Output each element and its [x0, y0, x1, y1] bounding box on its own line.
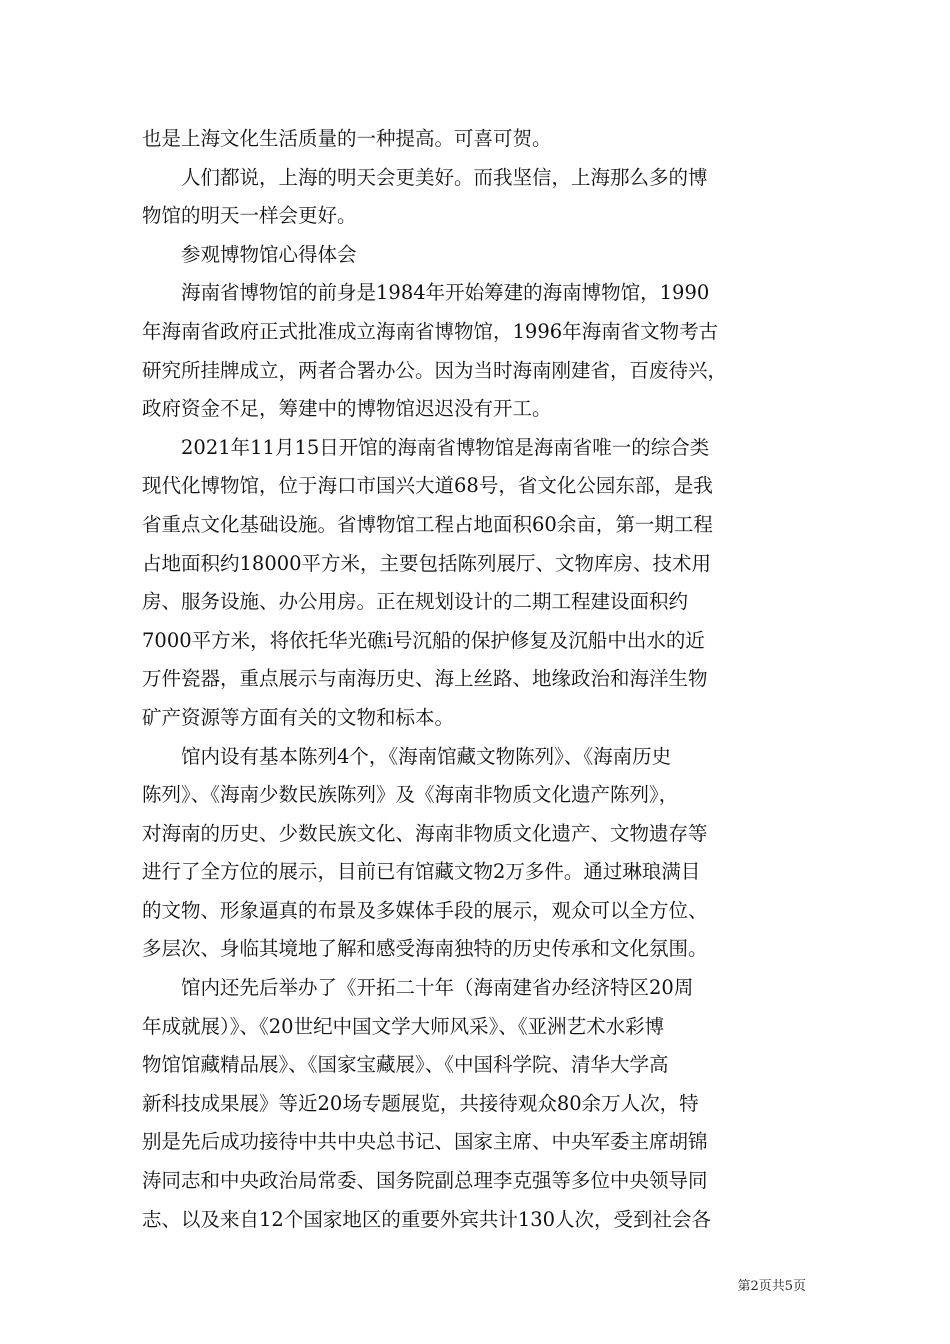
text-line: 2021年11月15日开馆的海南省博物馆是海南省唯一的综合类 [181, 435, 710, 459]
text-line: 7000平方米，将依托华光礁ⅰ号沉船的保护修复及沉船中出水的近 [142, 628, 705, 652]
text-line: 省重点文化基础设施。省博物馆工程占地面积60余亩，第一期工程 [142, 512, 713, 536]
paragraph [142, 274, 810, 428]
text-line: 新科技成果展》等近20场专题展览，共接待观众80余万人次，特 [142, 1091, 699, 1115]
section-title [142, 236, 810, 275]
text-line: 物馆的明天一样会更好。 [142, 204, 357, 228]
text-line: 馆内设有基本陈列4个，《海南馆藏文物陈列》、《海南历史 [181, 744, 672, 768]
text-line: 政府资金不足，筹建中的博物馆迟迟没有开工。 [142, 397, 552, 421]
text-line: 年海南省政府正式批准成立海南省博物馆，1996年海南省文物考古 [142, 319, 719, 343]
text-line: 参观博物馆心得体会 [181, 242, 357, 266]
text-line: 万件瓷器，重点展示与南海历史、海上丝路、地缘政治和海洋生物 [142, 667, 708, 691]
text-line: 别是先后成功接待中共中央总书记、国家主席、中央军委主席胡锦 [142, 1130, 708, 1154]
text-line: 也是上海文化生活质量的一种提高。可喜可贺。 [142, 127, 552, 150]
text-line: 研究所挂牌成立，两者合署办公。因为当时海南刚建省，百废待兴， [142, 358, 728, 382]
text-line: 年成就展）》、《20世纪中国文学大师风采》、《亚洲艺术水彩博 [142, 1014, 665, 1038]
text-line: 陈列》、《海南少数民族陈列》及《海南非物质文化遗产陈列》， [142, 783, 679, 807]
text-line: 房、服务设施、办公用房。正在规划设计的二期工程建设面积约 [142, 590, 689, 614]
paragraph [142, 120, 810, 159]
text-line: 人们都说，上海的明天会更美好。而我坚信，上海那么多的博 [181, 165, 708, 189]
text-line: 进行了全方位的展示，目前已有馆藏文物2万多件。通过琳琅满目 [142, 860, 701, 884]
text-line: 志、以及来自12个国家地区的重要外宾共计130人次，受到社会各 [142, 1207, 712, 1231]
text-line: 物馆馆藏精品展》、《国家宝藏展》、《中国科学院、清华大学高 [142, 1053, 669, 1077]
paragraph [142, 429, 810, 738]
text-line: 占地面积约18000平方米，主要包括陈列展厅、文物库房、技术用 [142, 551, 712, 575]
paragraph [142, 969, 810, 1239]
text-line: 涛同志和中央政治局常委、国务院副总理李克强等多位中央领导同 [142, 1169, 708, 1193]
text-line: 矿产资源等方面有关的文物和标本。 [142, 705, 455, 729]
text-line: 现代化博物馆，位于海口市国兴大道68号，省文化公园东部，是我 [142, 474, 713, 498]
document-body [142, 120, 810, 1239]
text-line: 多层次、身临其境地了解和感受海南独特的历史传承和文化氛围。 [142, 937, 708, 961]
paragraph [142, 738, 810, 970]
text-line: 对海南的历史、少数民族文化、海南非物质文化遗产、文物遗存等 [142, 821, 708, 845]
paragraph [142, 159, 810, 236]
page-number: 第2页共5页 [737, 1279, 806, 1294]
text-line: 的文物、形象逼真的布景及多媒体手段的展示，观众可以全方位、 [142, 898, 708, 922]
text-line: 馆内还先后举办了《开拓二十年（海南建省办经济特区20周 [181, 976, 694, 1000]
text-line: 海南省博物馆的前身是1984年开始筹建的海南博物馆，1990 [181, 281, 710, 305]
